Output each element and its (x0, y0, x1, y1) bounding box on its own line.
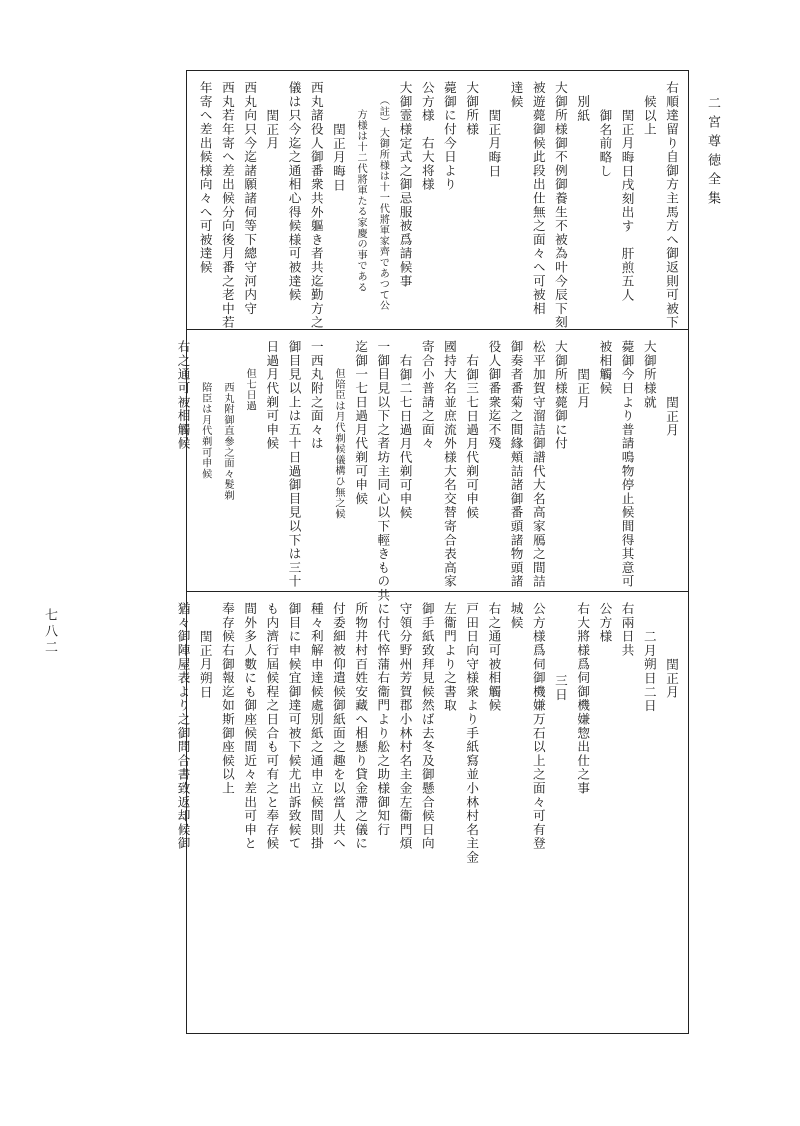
text-column: 達候 (508, 81, 524, 109)
text-column: 守領分野州芳賀郡小林村名主金左衞門煩 (397, 602, 413, 851)
upper-tier-columns (193, 81, 682, 330)
text-column: 間外多人數にも御座候間近々差出可申と (242, 602, 258, 851)
text-column: 儀は只今迄之通相心得候様可被達候 (286, 81, 302, 302)
page-number: 七八二 (42, 608, 57, 656)
text-frame (175, 70, 689, 1034)
text-column: 戸田日向守様衆より手紙寫並小林村名主金 (464, 602, 480, 865)
text-column: 閏正月朔日 (197, 630, 213, 699)
text-column: 御奏者番菊之間緣頬詰諸御番頭諸物頭諸 (508, 340, 524, 589)
text-column: 御手紙致拜見候然ば去冬及御懸合候日向 (419, 602, 435, 851)
text-column: 右兩日共 (619, 602, 635, 658)
text-column: 大御所様 (464, 81, 480, 137)
text-column: 公方様 (597, 602, 613, 644)
text-column: 迄御一七日過月代剃可申候 (353, 340, 369, 506)
text-column: 大御所様御不例御養生不被為叶今辰下刻 (552, 81, 568, 330)
text-column: 閏正月 (575, 368, 591, 410)
text-column: も内濟行屆候程之日合も可有之と奉存候 (264, 602, 280, 851)
text-column: 被相觸候 (597, 340, 613, 396)
text-column: 御名前略し (597, 109, 613, 178)
text-column: 付委細被仰遣候御紙面之趣を以當人共へ (330, 602, 346, 851)
text-column: 猶々御陣屋表より之御問合書致返却候御 (175, 602, 191, 851)
text-column: 松平加賀守溜詰御譜代大名高家鴈之間詰 (530, 340, 546, 589)
text-column: 方様は十二代將軍たる家慶の事である (355, 109, 367, 293)
text-column: 公方様爲伺御機嫌万石以上之面々可有登 (530, 602, 546, 851)
running-title: 二宮尊徳全集 (705, 96, 720, 210)
text-column: 閏正月 (264, 109, 280, 151)
text-column: 閏正月 (664, 658, 679, 700)
text-column: 左衞門より之書取 (441, 602, 457, 713)
text-column: 三日 (552, 674, 568, 702)
text-column: 奉存候右御報迄如斯御座候以上 (219, 602, 235, 796)
text-column: 被遊薨御候此段出仕無之面々へ可被相 (530, 81, 546, 316)
text-column: 閏正月晦日戌刻出す 肝煎五人 (619, 109, 635, 303)
upper-tier (187, 71, 688, 329)
text-column: 薨御に付今日より (441, 81, 457, 192)
text-column: 右御三七日過月代剃可申候 (464, 354, 480, 520)
text-column: 西丸若年寄へ差出候分向後月番之老中若 (219, 81, 235, 330)
text-column: 大御霊様定式之御忌服被爲請候事 (397, 81, 413, 288)
text-column: 國持大名並庶流外様大名交替寄合表高家 (441, 340, 457, 589)
text-column: 右之通可被相觸候 (486, 602, 502, 713)
text-column: 年寄へ差出候様向々へ可被達候 (197, 81, 213, 275)
text-column: 閏正月 (664, 396, 679, 438)
text-column: 但七日過 (244, 368, 256, 412)
text-column: 候以上 (641, 95, 657, 137)
text-column: 寄合小普請之面々 (419, 340, 435, 451)
text-column: 但陪臣は月代剃候儀構ひ無之候 (332, 368, 344, 520)
text-column: 大御所様就 (641, 340, 657, 409)
text-column: 一西丸附之面々は (308, 340, 324, 451)
text-column: 種々利解申達候處別紙之通申立候間則掛 (308, 602, 324, 851)
text-column: 西丸附御直參之面々髮剃 (221, 382, 233, 501)
text-column: に付代悴蒲右衞門より舩之助様御知行 (375, 602, 391, 837)
middle-tier-columns (175, 340, 682, 603)
text-column: 役人御番衆迄不殘 (486, 340, 502, 451)
text-column: 西丸諸役人御番衆共外軀き者共迄勤方之 (308, 81, 324, 330)
text-column: 陪臣は月代剃可申候 (199, 382, 211, 480)
text-column: 二月朔日二日 (641, 630, 657, 713)
text-column: 城候 (508, 602, 524, 630)
text-column: 右之通可被相觸候 (175, 340, 191, 451)
text-column: 薨御今日より普請鳴物停止候間得其意可 (619, 340, 635, 589)
text-column: 所物井村百姓安藏へ相懸り貸金滯之儀に (353, 602, 369, 851)
lower-tier-columns (175, 602, 682, 1027)
text-column: 一御目見以下之者坊主同心以下輕きもの共 (375, 340, 391, 603)
text-column: 西丸向只今迄諸願諸伺等下總守河内守 (242, 81, 258, 316)
text-column: 公方様 右大将様 (419, 81, 435, 192)
middle-tier (175, 329, 688, 603)
text-column: 閏正月晦日 (486, 109, 502, 178)
text-column: 右御二七日過月代剃可申候 (397, 354, 413, 520)
text-column: 御目見以上は五十日過御目見以下は三十 (286, 340, 302, 589)
text-column: 大御所様薨御に付 (552, 340, 568, 451)
text-column: 閏正月晦日 (330, 123, 346, 192)
text-column: 日過月代剃可申候 (264, 340, 280, 451)
text-column: 右順達留り自御方主馬方へ御返則可被下 (664, 81, 679, 330)
text-column: 別紙 (575, 95, 591, 123)
lower-tier (175, 591, 688, 1033)
text-column: （註）大御所様は十一代將軍家齊であつて公 (377, 95, 389, 311)
text-column: 御目に申候宜御達可被下候尤出訴致候て (286, 602, 302, 851)
text-column: 右大將様爲伺御機嫌惣出仕之事 (575, 602, 591, 796)
